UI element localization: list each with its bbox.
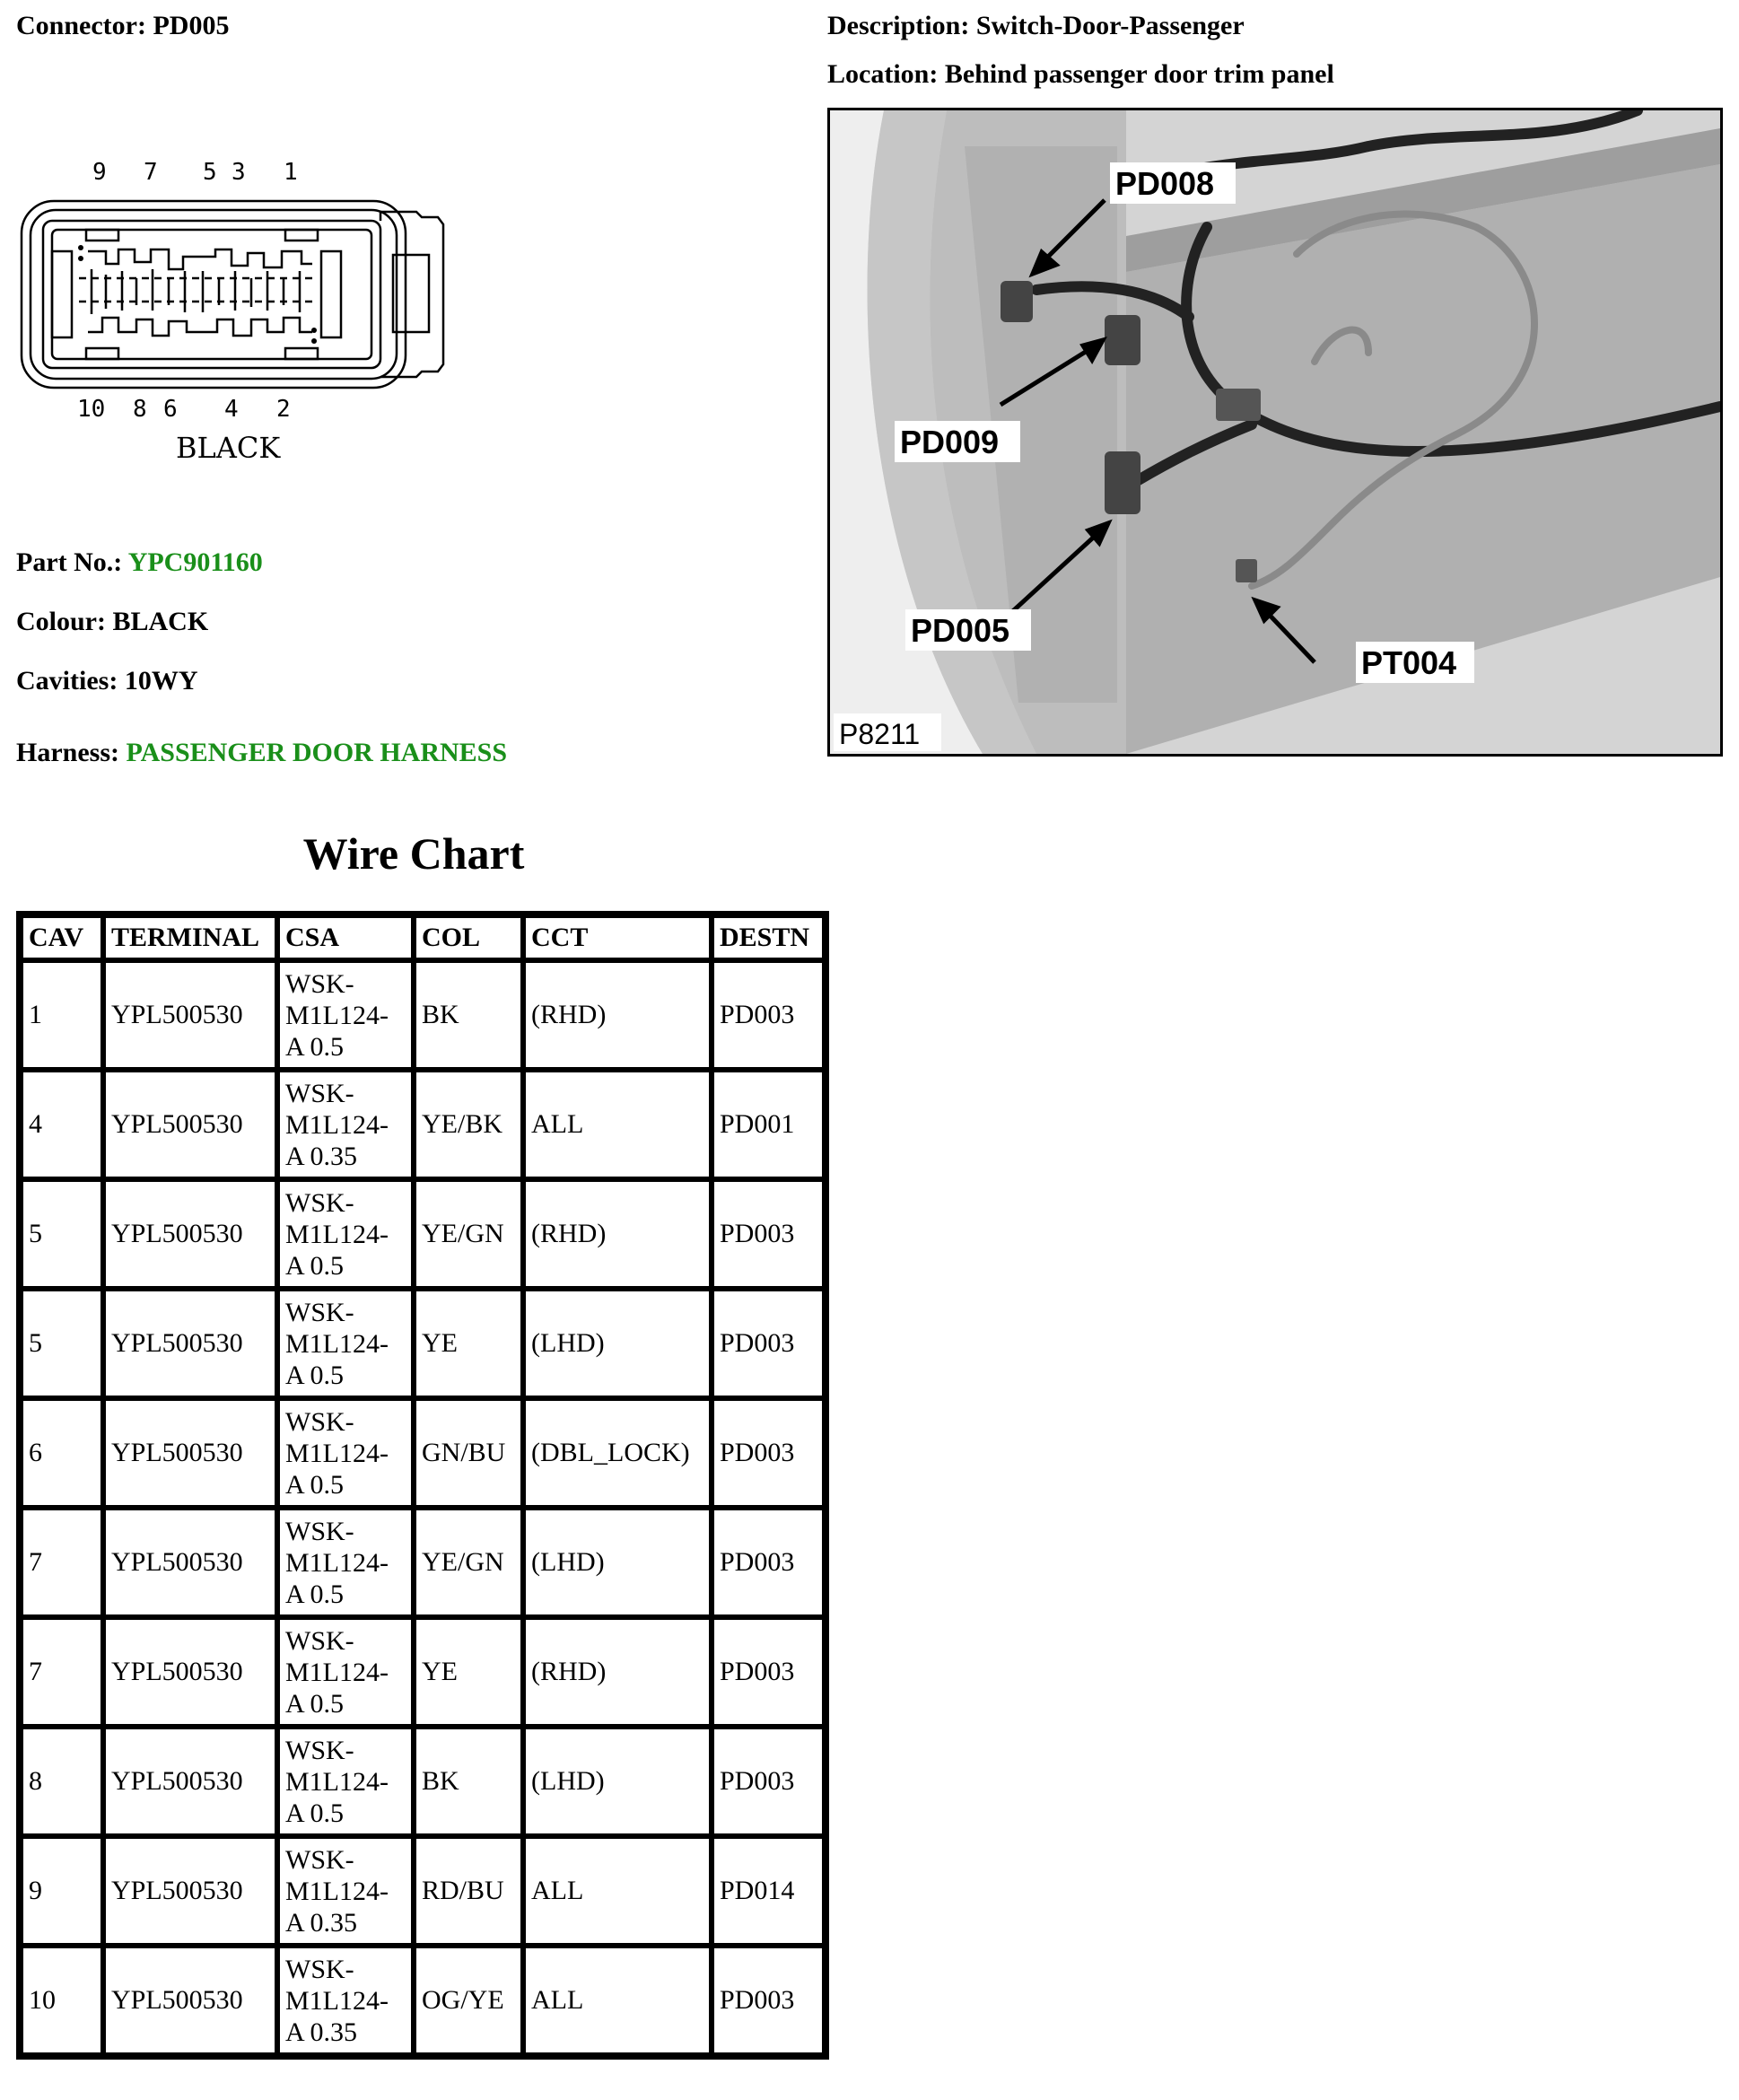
part-no-line (16, 547, 263, 578)
terminal-cell: YPL500530 (103, 1617, 277, 1727)
csa-line: WSK- (285, 1844, 354, 1875)
pin-label-6: 6 (163, 396, 178, 423)
table-header-row (21, 915, 825, 960)
col-cell: BK (414, 1727, 523, 1836)
csa-line: WSK- (285, 1187, 354, 1218)
callout-pd005: PD005 (911, 612, 1010, 649)
terminal-cell: YPL500530 (103, 1508, 277, 1617)
csa-line: WSK- (285, 1735, 354, 1765)
csa-line: A 0.5 (285, 1469, 345, 1500)
terminal-cell: YPL500530 (103, 1179, 277, 1289)
connector-value: PD005 (153, 11, 230, 40)
csa-line: A 0.5 (285, 1031, 345, 1062)
terminal-cell: YPL500530 (103, 1070, 277, 1179)
cct-cell: ALL (523, 1070, 712, 1179)
cct-cell: (LHD) (523, 1289, 712, 1398)
location-label: Location: (827, 59, 939, 89)
csa-cell (277, 1508, 414, 1617)
table-row (21, 960, 825, 1070)
csa-cell (277, 1946, 414, 2055)
cav-cell: 1 (21, 960, 103, 1070)
column-header-col: COL (414, 915, 523, 960)
destn-cell: PD003 (712, 960, 825, 1070)
csa-line: A 0.35 (285, 1907, 358, 1938)
destn-cell: PD003 (712, 1946, 825, 2055)
cav-cell: 5 (21, 1289, 103, 1398)
terminal-cell: YPL500530 (103, 1836, 277, 1946)
csa-line: WSK- (285, 968, 354, 999)
cct-cell: ALL (523, 1836, 712, 1946)
connector-line (16, 11, 229, 41)
destn-cell: PD003 (712, 1727, 825, 1836)
csa-line: M1L124- (285, 1328, 389, 1359)
colour-label: Colour: (16, 607, 106, 636)
part-no-label: Part No.: (16, 547, 123, 577)
pin-label-10: 10 (77, 396, 106, 423)
destn-cell: PD003 (712, 1289, 825, 1398)
csa-line: M1L124- (285, 1766, 389, 1797)
pin-label-8: 8 (133, 396, 147, 423)
column-header-cct: CCT (523, 915, 712, 960)
description-value: Switch-Door-Passenger (975, 11, 1245, 40)
csa-line: M1L124- (285, 1985, 389, 2016)
cav-cell: 9 (21, 1836, 103, 1946)
col-cell: YE/BK (414, 1070, 523, 1179)
table-row (21, 1946, 825, 2055)
callout-pd008: PD008 (1115, 165, 1215, 202)
cav-cell: 5 (21, 1179, 103, 1289)
cav-cell: 10 (21, 1946, 103, 2055)
cct-cell: (RHD) (523, 960, 712, 1070)
terminal-cell: YPL500530 (103, 1289, 277, 1398)
cct-cell: (LHD) (523, 1727, 712, 1836)
table-row (21, 1070, 825, 1179)
cct-cell: (DBL_LOCK) (523, 1398, 712, 1508)
csa-line: M1L124- (285, 1876, 389, 1906)
wire-chart-title: Wire Chart (302, 828, 525, 879)
cct-cell: (RHD) (523, 1179, 712, 1289)
col-cell: YE/GN (414, 1508, 523, 1617)
cav-cell: 4 (21, 1070, 103, 1179)
connector-label: Connector: (16, 11, 146, 40)
callout-pd009: PD009 (900, 424, 1000, 460)
destn-cell: PD001 (712, 1070, 825, 1179)
table-row (21, 1179, 825, 1289)
table-row (21, 1398, 825, 1508)
column-header-terminal: TERMINAL (103, 915, 277, 960)
col-cell: OG/YE (414, 1946, 523, 2055)
csa-line: WSK- (285, 1297, 354, 1327)
csa-line: M1L124- (285, 1000, 389, 1030)
csa-cell (277, 960, 414, 1070)
pin-label-1: 1 (284, 159, 298, 186)
colour-line (16, 607, 208, 637)
destn-cell: PD003 (712, 1398, 825, 1508)
csa-cell (277, 1727, 414, 1836)
pin-label-5: 5 (203, 159, 217, 186)
part-no-link[interactable]: YPC901160 (127, 547, 263, 577)
cavities-label: Cavities: (16, 666, 118, 696)
pin-label-2: 2 (276, 396, 291, 423)
cct-cell: ALL (523, 1946, 712, 2055)
location-photo (827, 108, 1723, 757)
terminal-cell: YPL500530 (103, 1727, 277, 1836)
csa-line: M1L124- (285, 1547, 389, 1578)
cav-cell: 7 (21, 1617, 103, 1727)
csa-line: A 0.5 (285, 1798, 345, 1828)
pin-label-7: 7 (144, 159, 158, 186)
csa-line: M1L124- (285, 1219, 389, 1249)
pin-label-9: 9 (92, 159, 107, 186)
csa-line: WSK- (285, 1516, 354, 1546)
csa-line: A 0.5 (285, 1250, 345, 1281)
csa-line: M1L124- (285, 1438, 389, 1468)
column-header-destn: DESTN (712, 915, 825, 960)
harness-line (16, 738, 507, 768)
csa-cell (277, 1289, 414, 1398)
destn-cell: PD003 (712, 1179, 825, 1289)
table-row (21, 1617, 825, 1727)
destn-cell: PD003 (712, 1508, 825, 1617)
csa-line: A 0.5 (285, 1360, 345, 1390)
csa-cell (277, 1617, 414, 1727)
csa-line: M1L124- (285, 1109, 389, 1140)
csa-line: A 0.5 (285, 1688, 345, 1719)
harness-link[interactable]: PASSENGER DOOR HARNESS (126, 738, 508, 767)
destn-cell: PD003 (712, 1617, 825, 1727)
csa-cell (277, 1836, 414, 1946)
csa-line: WSK- (285, 1406, 354, 1437)
connector-face-diagram (16, 153, 447, 476)
destn-cell: PD014 (712, 1836, 825, 1946)
csa-line: A 0.35 (285, 1141, 358, 1171)
colour-value: BLACK (112, 607, 209, 636)
table-row (21, 1508, 825, 1617)
cct-cell: (RHD) (523, 1617, 712, 1727)
csa-line: WSK- (285, 1625, 354, 1656)
figure-id: P8211 (839, 718, 921, 750)
col-cell: YE (414, 1617, 523, 1727)
csa-line: M1L124- (285, 1657, 389, 1687)
terminal-cell: YPL500530 (103, 1398, 277, 1508)
wire-chart-table (16, 911, 829, 2060)
location-line (827, 59, 1334, 90)
pin-label-3: 3 (232, 159, 246, 186)
pin-label-4: 4 (224, 396, 239, 423)
harness-label: Harness: (16, 738, 119, 767)
terminal-cell: YPL500530 (103, 960, 277, 1070)
table-row (21, 1289, 825, 1398)
wire-chart-body (21, 960, 825, 2055)
csa-line: A 0.35 (285, 2017, 358, 2047)
cct-cell: (LHD) (523, 1508, 712, 1617)
csa-cell (277, 1070, 414, 1179)
cav-cell: 8 (21, 1727, 103, 1836)
col-cell: YE/GN (414, 1179, 523, 1289)
column-header-csa: CSA (277, 915, 414, 960)
terminal-cell: YPL500530 (103, 1946, 277, 2055)
door-interior-illustration (830, 110, 1720, 754)
col-cell: RD/BU (414, 1836, 523, 1946)
col-cell: YE (414, 1289, 523, 1398)
cav-cell: 7 (21, 1508, 103, 1617)
table-row (21, 1836, 825, 1946)
csa-line: WSK- (285, 1078, 354, 1108)
description-line (827, 11, 1245, 41)
cavities-line (16, 666, 197, 696)
description-label: Description: (827, 11, 970, 40)
connector-color-label: BLACK (176, 431, 281, 465)
csa-line: WSK- (285, 1954, 354, 1984)
cav-cell: 6 (21, 1398, 103, 1508)
location-value: Behind passenger door trim panel (944, 59, 1334, 89)
table-row (21, 1727, 825, 1836)
cavities-value: 10WY (124, 666, 198, 696)
callout-pt004: PT004 (1361, 644, 1457, 681)
col-cell: BK (414, 960, 523, 1070)
csa-cell (277, 1398, 414, 1508)
csa-line: A 0.5 (285, 1579, 345, 1609)
csa-cell (277, 1179, 414, 1289)
col-cell: GN/BU (414, 1398, 523, 1508)
column-header-cav: CAV (21, 915, 103, 960)
